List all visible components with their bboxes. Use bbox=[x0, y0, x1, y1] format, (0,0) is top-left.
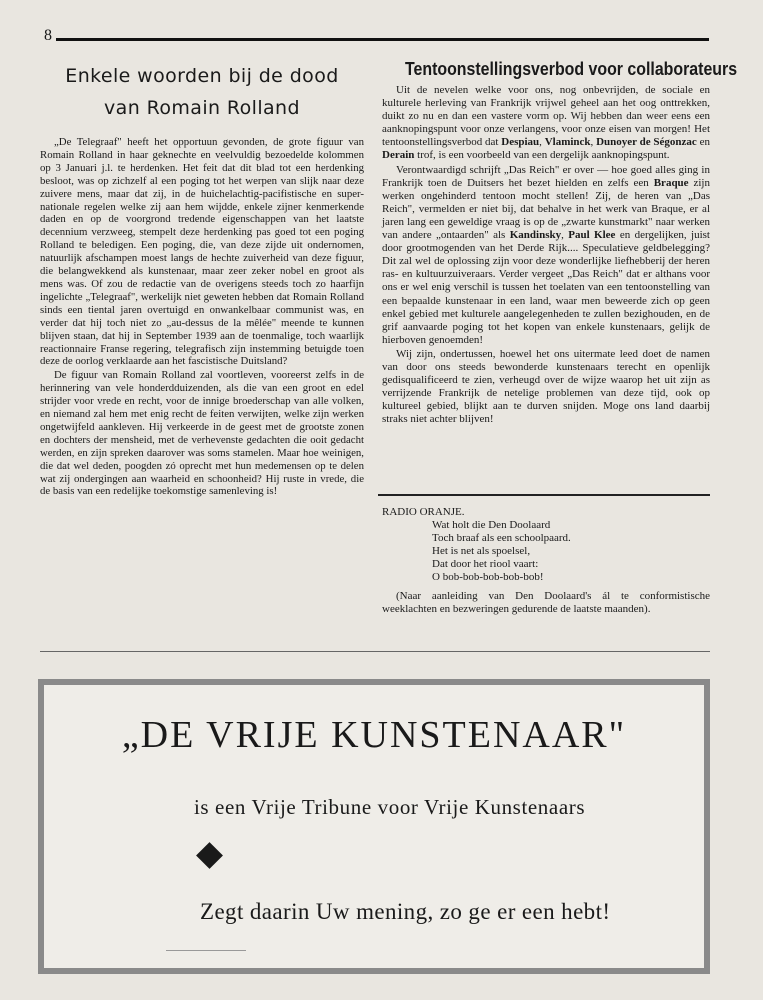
ad-tagline: is een Vrije Tribune voor Vrije Kunstenaars bbox=[194, 795, 586, 819]
text-run: en bbox=[696, 136, 710, 149]
poem-line: Toch braaf als een schoolpaard. bbox=[432, 532, 571, 544]
text-run: en dergelijken, juist door grootmogenden van het Derde Rijk.... Speculatieve geldbelegging? Dit zal wel de oplossing zijn voor deze wonderlijke liefhebberij der heren ras- en kultuurzuiveraars. Verder vergeet „Das Reich" dat er althans voor ons er wel enig verschil is tussen het toelaten van een tentoonstelling van een bepaalde kunstenaar in een land, waar men beweerde zich op geen enkel gebied met kulturele aangelegenheden te zullen bezighouden, en de grif aanvaarde poging tot het kopen van enkele kunstenaars, gelijk de hierboven genoemden! bbox=[382, 229, 710, 346]
ad-short-rule bbox=[166, 950, 246, 951]
top-rule bbox=[56, 38, 709, 41]
text-run: , bbox=[590, 136, 597, 149]
name-braque: Braque bbox=[653, 176, 689, 189]
right-article-title: Tentoonstellingsverbod voor collaborateurs bbox=[404, 58, 738, 79]
name-paul-klee: Paul Klee bbox=[568, 229, 616, 242]
poem-line: Het is net als spoelsel, bbox=[432, 545, 531, 557]
name-despiau: Despiau bbox=[501, 136, 540, 149]
text-run: , bbox=[539, 136, 545, 149]
text-run: Uit de nevelen welke voor ons, nog onbevrijden, de sociale en kulturele herleving van Frankrijk vrijwel geheel aan het oog onttrekken, duikt zo nu en dan een vastere vorm op. Wij hebben dan weer eens een aanknopingspunt voor onze verlangens, voor onze eisen van morgen! Het tentoonstellingsverbod dat bbox=[382, 84, 710, 149]
left-paragraph-2: De figuur van Romain Rolland zal voortleven, vooreerst zelfs in de herinnering van vele honderdduizenden, als die van een groot en edel strijder voor vrede en recht, voor de innige broederschap van alle volken, en niemand zal hem met enig recht de feiten verwijten, welke zijn werken ongetwijfeld aankleven. Hij verkeerde in de geest met de grootste zonen en dochters der mensheid, met de verhevenste gedachten die ooit gedacht werden, en zijn spreken daarover was soms stamelen. Maar hoe weinigen, die dat wel deden, poogden zó oprecht met hun medemensen op te delen wat zij ondergingen aan waarheid en schoonheid? Hij ruste in vrede, die de basis van een redelijke toekomstige samenleving is! bbox=[40, 369, 364, 498]
left-title-line1: Enkele woorden bij de dood bbox=[65, 65, 339, 87]
name-kandinsky: Kandinsky bbox=[509, 229, 562, 242]
name-derain: Derain bbox=[382, 149, 415, 162]
right-article bbox=[382, 56, 738, 427]
right-paragraph-1 bbox=[382, 84, 710, 163]
section-divider bbox=[378, 494, 710, 496]
left-article-title bbox=[40, 60, 364, 124]
name-dunoyer: Dunoyer de Ségonzac bbox=[596, 136, 697, 149]
radio-title: RADIO ORANJE. bbox=[382, 506, 465, 518]
poem-line: Dat door het riool vaart: bbox=[432, 558, 539, 570]
right-paragraph-3: Wij zijn, ondertussen, hoewel het ons uitermate leed doet de namen van door ons steeds bewonderde kunstenaars terecht en openlijk gedisqualificeerd te zien, verheugd over de wijze waarop het uit zijn as verrijzende Frankrijk de netelige problemen van deze tijd, ook op kultureel gebied, blijkt aan te durven snijden. Moge ons land daarbij straks niet achter blijven! bbox=[382, 347, 710, 426]
text-run: trof, is een voorbeeld van een dergelijk aanknopingspunt. bbox=[414, 149, 670, 162]
poem bbox=[432, 519, 710, 584]
poem-line: Wat holt die Den Doolaard bbox=[432, 519, 551, 531]
radio-note: (Naar aanleiding van Den Doolaard's ál te conformistische weeklachten en bezweringen gedurende de laatste maanden). bbox=[382, 590, 710, 615]
text-run: Verontwaardigd schrijft „Das Reich" er over — hoe goed alles ging in Frankrijk toen de Duitsers het bezet hielden en zelfs een bbox=[382, 163, 710, 189]
diamond-icon bbox=[196, 842, 223, 869]
radio-oranje-section bbox=[382, 506, 710, 616]
right-paragraph-2 bbox=[382, 164, 710, 347]
text-run: zijn werken ongehinderd tentoon mocht stellen! Zij, de heren van „Das Reich", vermelden er niet bij, dat behalve in het werk van Braque, er al jaren lang een geweldige vraag is op de „zwarte kunstmarkt" naar werken van andere „ontaarden" als bbox=[382, 176, 710, 242]
name-vlaminck: Vlaminck bbox=[544, 136, 591, 149]
ad-title: „DE VRIJE KUNSTENAAR" bbox=[121, 714, 627, 756]
advertisement-box bbox=[38, 679, 710, 974]
page-number: 8 bbox=[44, 27, 52, 44]
poem-line: O bob-bob-bob-bob-bob! bbox=[432, 571, 544, 583]
left-article bbox=[40, 56, 364, 499]
separator-rule bbox=[40, 651, 710, 652]
left-title-line2: van Romain Rolland bbox=[104, 97, 300, 119]
ad-call-to-action: Zegt daarin Uw mening, zo ge er een hebt! bbox=[200, 899, 611, 924]
text-run: , bbox=[561, 229, 569, 242]
left-paragraph-1: „De Telegraaf" heeft het opportuun gevonden, de grote figuur van Romain Rolland in haar geknechte en veelvuldig bezoedelde kolommen op 3 Januari j.l. te herdenken. Het feit dat dit blad tot een herdenking besloot, was op zichzelf al een poging tot het werpen van slijk naar deze zuivere mens, maar dat zij, in de huichelachtig-pacifistische en super-nationale regelen welke zij aan hem wijdde, enkele zijner kenmerkende daden en op de voorgrond tredende eigenschappen van het laatste decennium verzweeg, stempelt deze herdenking pas goed tot een poging Rolland te beledigen. Een poging, die, van deze zijde uit ondernomen, natuurlijk afschampen moest langs de hechte zuiverheid van deze figuur, die belangwekkend als kunstenaar, maar zeer zeker nobel en groot als mens was. Of zou de redactie van de overigens steeds toch zo haarfijn ingelichte „Telegraaf", werkelijk niet geweten hebben dat Romain Rolland sinds een tiental jaren overtuigd en onwankelbaar communist was, en verder dat hij toch niet zo „au-dessus de la mêlée" meende te kunnen blijven staan, dat hij in September 1939 aan de toenmalige, toch waarlijk reactionnaire Franse regering, telegrafisch zijn instemming betuigde toen deze de oorlog verklaarde aan het fascistische Duitsland? bbox=[40, 136, 364, 368]
